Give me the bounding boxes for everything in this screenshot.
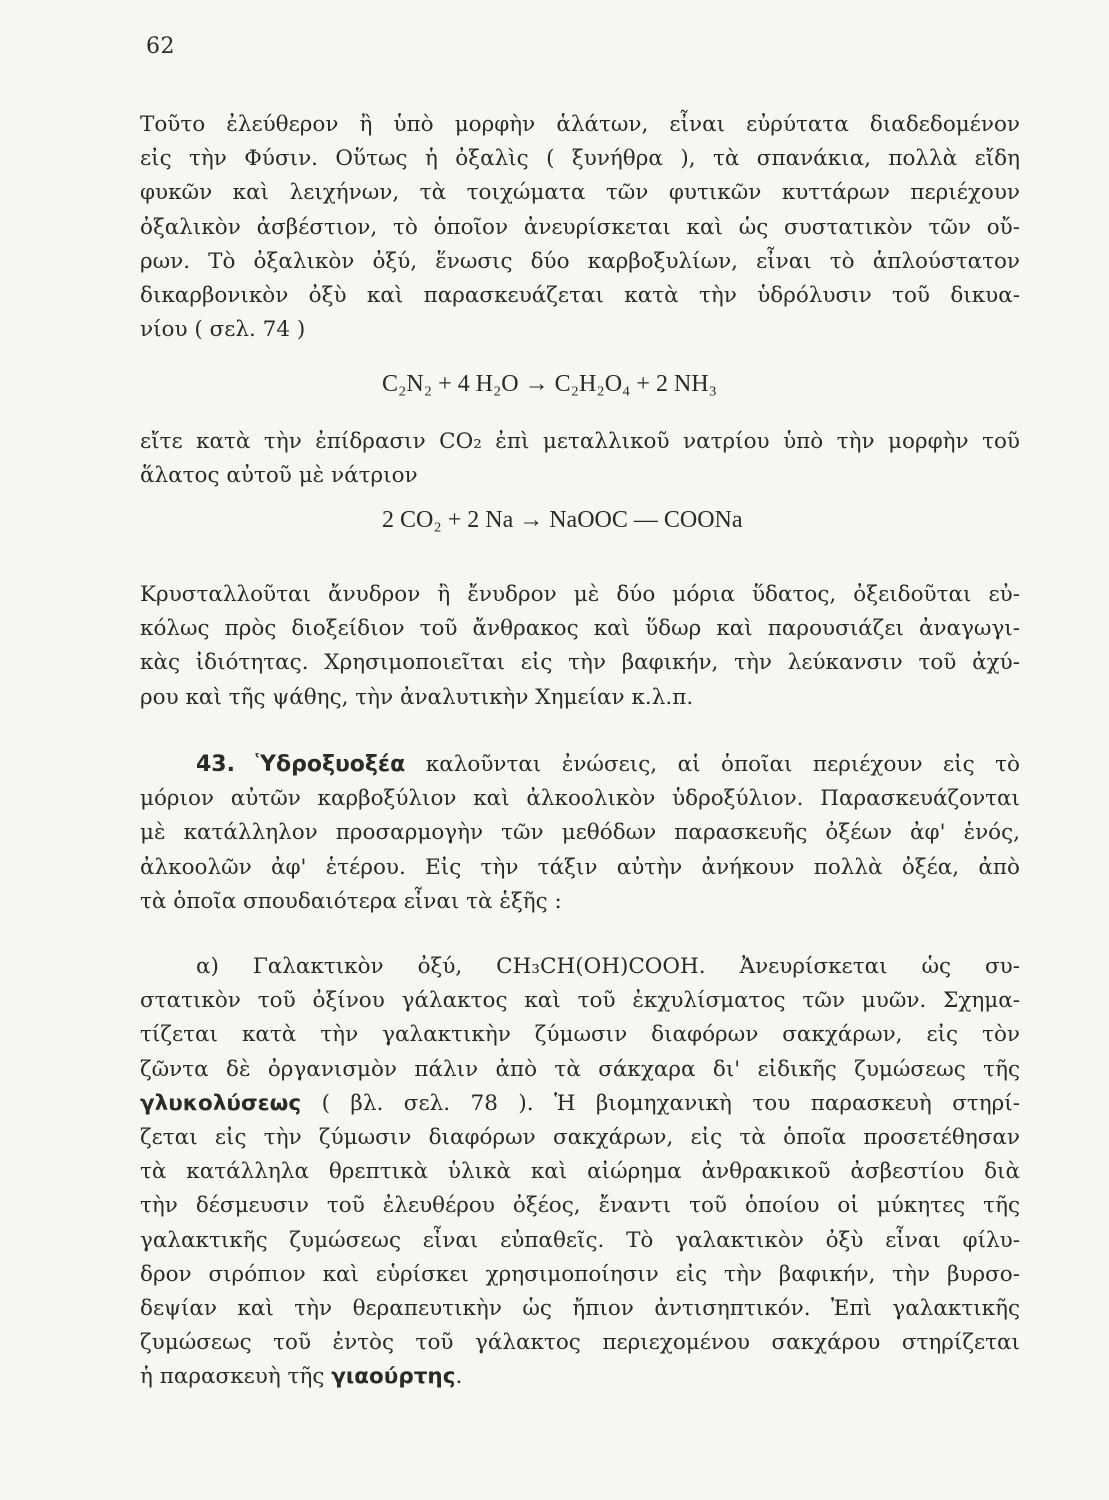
text-line: Τοῦτο ἐλεύθερον ἢ ὑπὸ μορφὴν ἁλάτων, εἶναι εὐρύτατα διαδεδομένον — [140, 112, 1020, 137]
section-title: Ὑδροξυοξέα — [255, 752, 406, 777]
text-line: νίου ( σελ. 74 ) — [140, 317, 306, 343]
text-line: δεψίαν καὶ τὴν θεραπευτικὴν ὡς ἤπιον ἀντισηπτικόν. Ἐπὶ γαλακτικῆς — [140, 1296, 1020, 1322]
page-number: 62 — [146, 34, 175, 59]
section-number: 43. — [196, 752, 235, 777]
equation-sodium-oxalate: 2 CO₂ + 2 Na → NaOOC — COONa — [382, 507, 743, 533]
text-line: δρον σιρόπιον καὶ εὑρίσκει χρησιμοποίησιν εἰς τὴν βαφικήν, τὴν βυρσο- — [140, 1261, 1020, 1287]
paragraph-sodium-method — [140, 425, 1020, 493]
equation-cyanogen-hydrolysis: C₂N₂ + 4 H₂O → C₂H₂O₄ + 2 NH₃ — [382, 371, 717, 397]
text-line: ζυμώσεως τοῦ ἐντὸς τοῦ γάλακτος περιεχομένου σακχάρου στηρίζεται — [140, 1330, 1020, 1356]
text-line: τὴν δέσμευσιν τοῦ ἐλευθέρου ὀξέος, ἔναντι τοῦ ὁποίου οἱ μύκητες τῆς — [140, 1193, 1020, 1219]
term-glycolysis: γλυκολύσεως — [140, 1090, 302, 1116]
text-line: φυκῶν καὶ λειχήνων, τὰ τοιχώματα τῶν φυτικῶν κυττάρων περιέχουν — [140, 180, 1020, 206]
text-line: στατικὸν τοῦ ὀξίνου γάλακτος καὶ τοῦ ἐκχυλίσματος τῶν μυῶν. Σχημα- — [140, 988, 1020, 1014]
text-line: ζεται εἰς τὴν ζύμωσιν διαφόρων σακχάρων, εἰς τὰ ὁποῖα προσετέθησαν — [140, 1125, 1020, 1151]
section-43 — [140, 748, 1020, 919]
text-line-with-term — [140, 1087, 1020, 1121]
text-line: κὰς ἰδιότητας. Χρησιμοποιεῖται εἰς τὴν βαφικήν, τὴν λεύκανσιν τοῦ ἀχύ- — [140, 650, 1020, 676]
text-line: ρου καὶ τῆς ψάθης, τὴν ἀναλυτικὴν Χημείαν κ.λ.π. — [140, 684, 694, 710]
item-lactic-acid — [140, 950, 1020, 1395]
text-line: εἴτε κατὰ τὴν ἐπίδρασιν CO₂ ἐπὶ μεταλλικοῦ νατρίου ὑπὸ τὴν μορφὴν τοῦ — [140, 429, 1020, 454]
text-fragment: ( βλ. σελ. 78 ). Ἡ βιομηχανικὴ του παρασκευὴ στηρί- — [321, 1090, 1021, 1116]
text-line: τὰ ὁποῖα σπουδαιότερα εἶναι τὰ ἑξῆς : — [140, 888, 562, 914]
text-line: ἀλκοολῶν ἀφ' ἑτέρου. Εἰς τὴν τάξιν αὐτὴν ἀνήκουν πολλὰ ὀξέα, ἀπὸ — [140, 854, 1020, 880]
text-line: κόλως πρὸς διοξείδιον τοῦ ἄνθρακος καὶ ὕδωρ καὶ παρουσιάζει ἀναγωγι- — [140, 616, 1020, 642]
text-line: δικαρβονικὸν ὀξὺ καὶ παρασκευάζεται κατὰ τὴν ὑδρόλυσιν τοῦ δικυα- — [140, 283, 1020, 309]
text-line: Κρυσταλλοῦται ἄνυδρον ἢ ἔνυδρον μὲ δύο μόρια ὕδατος, ὀξειδοῦται εὐ- — [140, 582, 1020, 607]
text-line: μόριον αὐτῶν καρβοξύλιον καὶ ἀλκοολικὸν ὑδροξύλιον. Παρασκευάζονται — [140, 786, 1020, 812]
term-yogurt: γιαούρτης — [331, 1364, 456, 1390]
text-line: ρων. Τὸ ὀξαλικὸν ὀξύ, ἕνωσις δύο καρβοξυλίων, εἶναι τὸ ἁπλούστατον — [140, 248, 1020, 274]
text-line: τὰ κατάλληλα θρεπτικὰ ὑλικὰ καὶ αἰώρημα ἀνθρακικοῦ ἀσβεστίου διὰ — [140, 1159, 1020, 1185]
text-line: εἰς τὴν Φύσιν. Οὕτως ἡ ὀξαλὶς ( ξυνήθρα ), τὰ σπανάκια, πολλὰ εἴδη — [140, 146, 1020, 172]
section-heading-line — [140, 748, 1020, 782]
text-line: μὲ κατάλληλον προσαρμογὴν τῶν μεθόδων παρασκευῆς ὀξέων ἀφ' ἑνός, — [140, 820, 1020, 846]
text-line: ἅλατος αὐτοῦ μὲ νάτριον — [140, 463, 418, 489]
text-fragment: ἡ παρασκευὴ τῆς — [140, 1364, 325, 1390]
section-heading-rest: καλοῦνται ἐνώσεις, αἱ ὁποῖαι περιέχουν εἰς τὸ — [425, 752, 1020, 777]
text-line: γαλακτικῆς ζυμώσεως εἶναι εὐπαθεῖς. Τὸ γαλακτικὸν ὀξὺ εἶναι φίλυ- — [140, 1227, 1020, 1253]
paragraph-oxalic-intro — [140, 108, 1020, 347]
text-line-with-term — [140, 1360, 1020, 1394]
item-heading-line: α) Γαλακτικὸν ὀξύ, CH₃CH(OH)COOH. Ἀνευρίσκεται ὡς συ- — [196, 954, 1020, 979]
text-line: ζῶντα δὲ ὀργανισμὸν πάλιν ἀπὸ τὰ σάκχαρα δι' εἰδικῆς ζυμώσεως τῆς — [140, 1056, 1020, 1082]
paragraph-oxalic-properties — [140, 578, 1020, 715]
text-fragment: . — [455, 1364, 463, 1390]
text-line: τίζεται κατὰ τὴν γαλακτικὴν ζύμωσιν διαφόρων σακχάρων, εἰς τὸν — [140, 1022, 1020, 1048]
text-line: ὀξαλικὸν ἀσβέστιον, τὸ ὁποῖον ἀνευρίσκεται καὶ ὡς συστατικὸν τῶν οὔ- — [140, 214, 1020, 240]
